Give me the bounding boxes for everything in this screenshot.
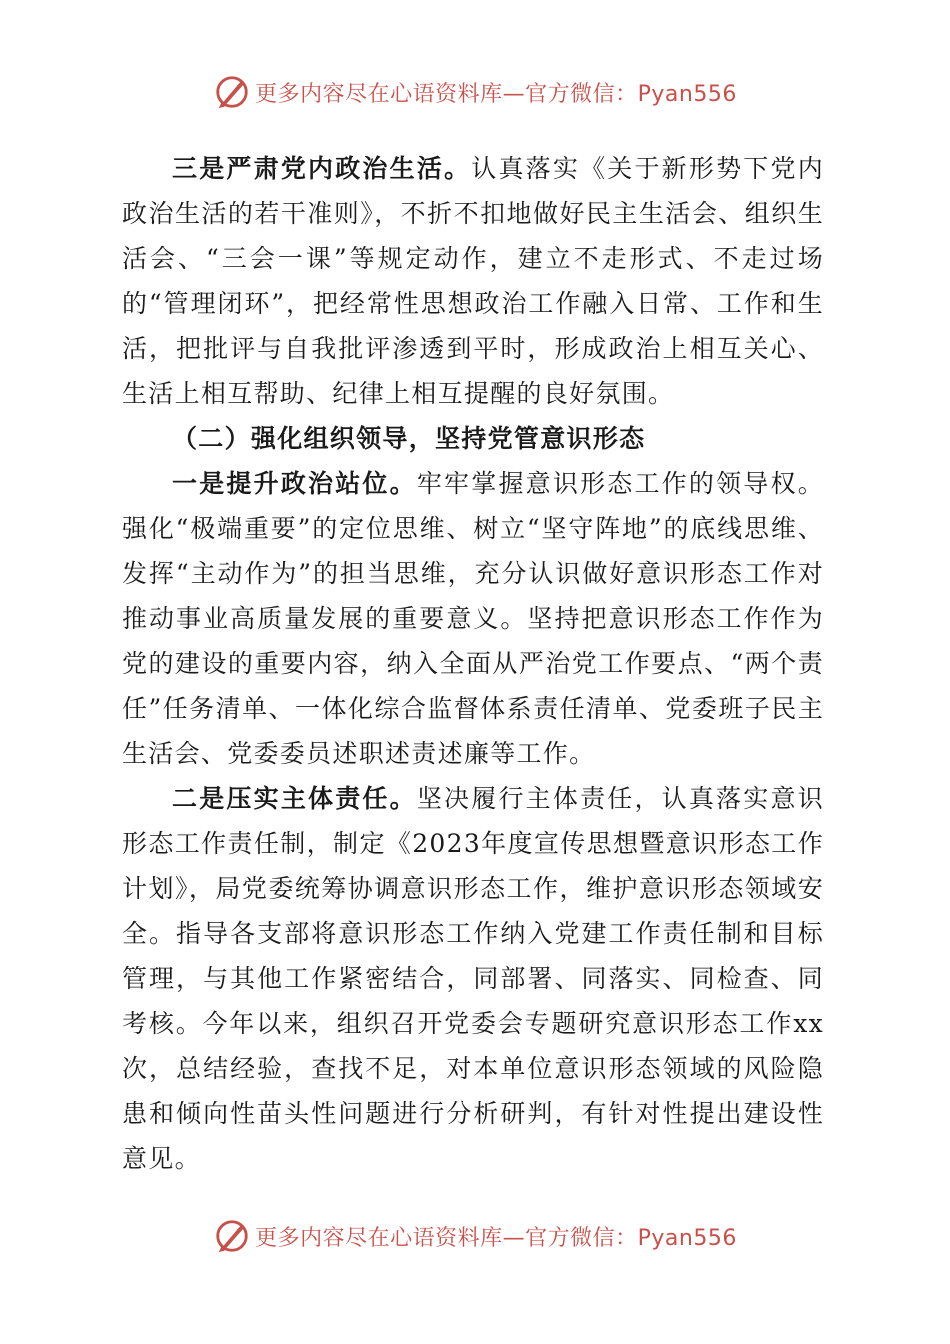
paragraph-text: 认真落实《关于新形势下党内政治生活的若干准则》，不折不扣地做好民主生活会、组织生活会、“三会一课”等规定动作，建立不走形式、不走过场的“管理闭环”，把经常性思想政治工作融入日常、工作和生活，把批评与自我批评渗透到平时，形成政治上相互关心、生活上相互帮助、纪律上相互提醒的良好氛围。 bbox=[122, 154, 824, 408]
paragraph-main-responsibility bbox=[122, 776, 824, 1181]
pen-logo-icon bbox=[213, 73, 251, 111]
pen-logo-icon bbox=[213, 1217, 251, 1255]
header-banner bbox=[0, 72, 950, 112]
paragraph-party-life bbox=[122, 146, 824, 416]
paragraph-political-stance bbox=[122, 461, 824, 776]
section-heading: （二）强化组织领导，坚持党管意识形态 bbox=[172, 424, 646, 453]
footer-banner bbox=[0, 1216, 950, 1256]
paragraph-text: 坚决履行主体责任，认真落实意识形态工作责任制，制定《2023年度宣传思想暨意识形态工作计划》，局党委统筹协调意识形态工作，维护意识形态领域安全。指导各支部将意识形态工作纳入党建工作责任制和目标管理，与其他工作紧密结合，同部署、同落实、同检查、同考核。今年以来，组织召开党委会专题研究意识形态工作xx次，总结经验，查找不足，对本单位意识形态领域的风险隐患和倾向性苗头性问题进行分析研判，有针对性提出建设性意见。 bbox=[122, 784, 824, 1173]
header-banner-text: 更多内容尽在心语资料库—官方微信：Pyan556 bbox=[255, 81, 737, 107]
footer-banner-text: 更多内容尽在心语资料库—官方微信：Pyan556 bbox=[255, 1225, 737, 1251]
paragraph-lead: 二是压实主体责任。 bbox=[172, 784, 417, 813]
document-body bbox=[122, 146, 824, 1181]
paragraph-text: 牢牢掌握意识形态工作的领导权。强化“极端重要”的定位思维、树立“坚守阵地”的底线思维、发挥“主动作为”的担当思维，充分认识做好意识形态工作对推动事业高质量发展的重要意义。坚持把意识形态工作作为党的建设的重要内容，纳入全面从严治党工作要点、“两个责任”任务清单、一体化综合监督体系责任清单、党委班子民主生活会、党委委员述职述责述廉等工作。 bbox=[122, 469, 824, 768]
paragraph-lead: 三是严肃党内政治生活。 bbox=[172, 154, 472, 183]
paragraph-lead: 一是提升政治站位。 bbox=[172, 469, 417, 498]
